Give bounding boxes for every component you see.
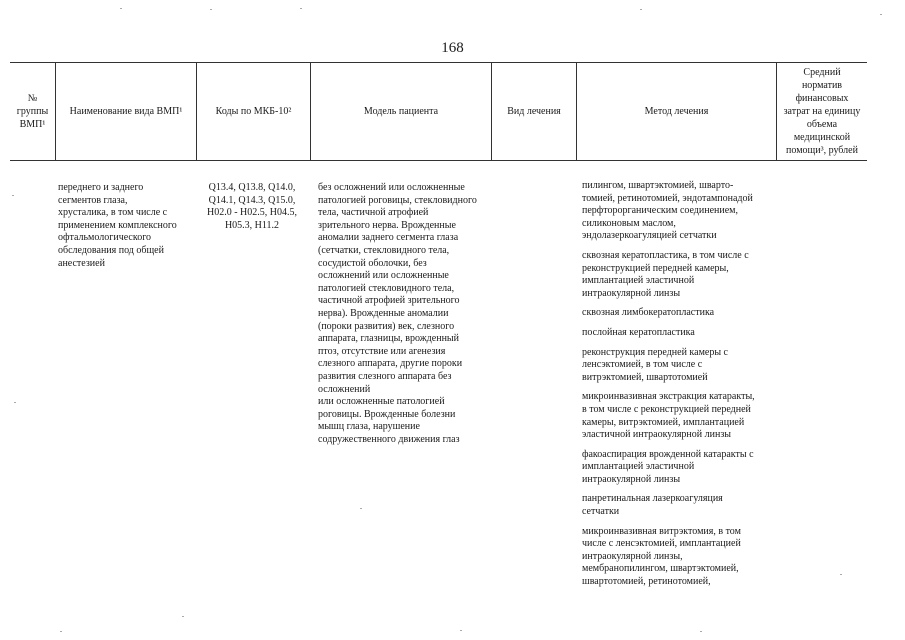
table-header: [10, 62, 867, 161]
treatment-method-cell: [582, 180, 782, 596]
header-text: ВМП¹: [19, 119, 46, 130]
page-number: 168: [441, 40, 464, 56]
method-item: реконструкция передней камеры с ленсэктомией, в том числе с витрэктомией, швартотомией: [582, 346, 728, 383]
method-item: микроинвазивная экстракция катаракты, в том числе с реконструкцией передней камеры, витрэктомией, имплантацией эластичной интраокулярной линзы: [582, 391, 755, 441]
header-vmp-name: Наименование вида ВМП¹: [55, 63, 196, 160]
patient-model-cell: без осложнений или осложненные патологией роговицы, стекловидного тела, частичной атрофией зрительного нерва. Врожденные аномалии заднего сегмента глаза (сетчатки, стекловидного тела, сосудистой оболочки, без осложнений или осложненные патологией стекловидного тела, частичной атрофией зрительного нерва). Врожденные аномалии (пороки развития) век, слезного аппарата, глазницы, врожденный птоз, отсутствие или агенезия слезного аппарата, другие пороки развития слезного аппарата без осложнений или осложненные патологией роговицы. Врожденные болезни мышц глаза, нарушение содружественного движения глаз: [318, 182, 477, 445]
header-cost-standard: Средний норматив финансовых затрат на единицу объема медицинской помощи³, рублей: [776, 63, 867, 160]
header-group-number: [10, 63, 55, 160]
method-item: сквозная лимбокератопластика: [582, 307, 715, 319]
method-item: сквозная кератопластика, в том числе с реконструкцией передней камеры, имплантацией эластичной интраокулярной линзы: [582, 249, 749, 299]
vmp-name-cell: переднего и заднего сегментов глаза, хрусталика, в том числе с применением комплексного офтальмологического обследования под общей анестезией: [58, 182, 177, 269]
header-text: №: [27, 93, 38, 104]
method-item: факоаспирация врожденной катаракты с имплантацией эластичной интраокулярной линзы: [582, 448, 754, 485]
header-treatment-type: Вид лечения: [491, 63, 576, 160]
method-item: микроинвазивная витрэктомия, в том числе с ленсэктомией, имплантацией интраокулярной линзы, мембранопилингом, швартэктомией, швартотомией, ретинотомией,: [582, 525, 741, 588]
method-item: панретинальная лазеркоагуляция сетчатки: [582, 493, 723, 518]
method-item: пилингом, швартэктомией, шварто- томией, ретинотомией, эндотампонадой перфторорганическим соединением, силиконовым маслом, эндолазеркоагуляцией сетчатки: [582, 180, 753, 242]
method-item: послойная кератопластика: [582, 326, 695, 338]
icd-codes-cell: Q13.4, Q13.8, Q14.0, Q14.1, Q14.3, Q15.0, H02.0 - H02.5, H04.5, H05.3, H11.2: [207, 182, 297, 231]
header-icd-codes: Коды по МКБ-10²: [196, 63, 310, 160]
header-treatment-method: Метод лечения: [576, 63, 776, 160]
header-text: группы: [16, 106, 49, 117]
header-patient-model: Модель пациента: [310, 63, 491, 160]
